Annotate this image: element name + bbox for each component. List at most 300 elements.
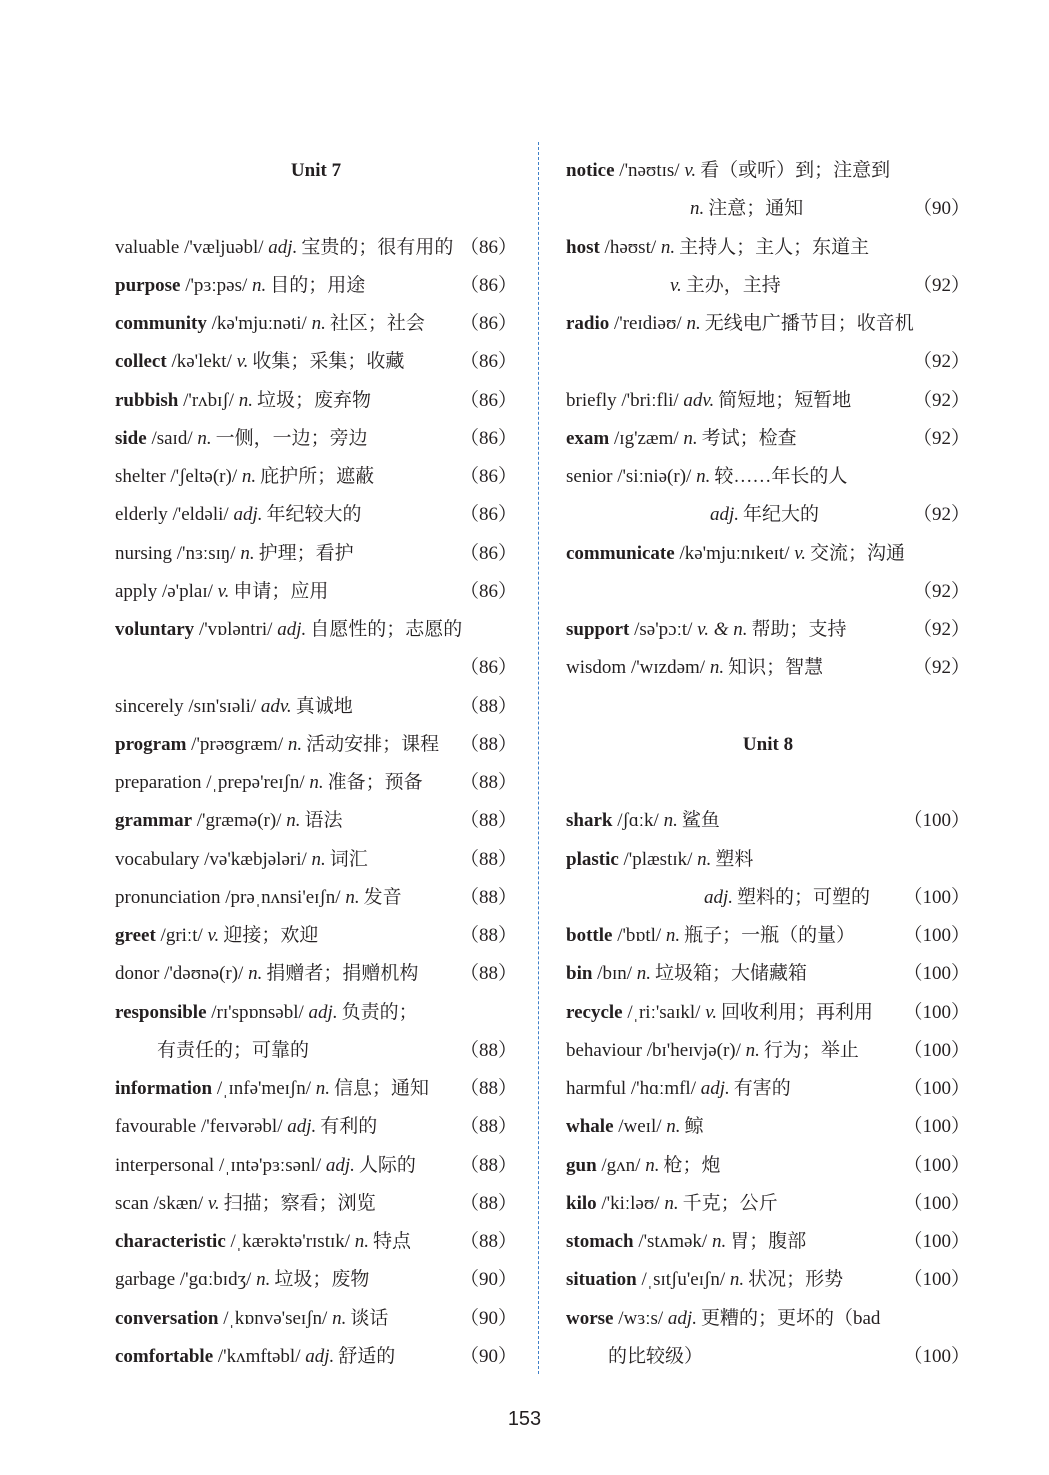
definition: 庇护所；遮蔽 bbox=[260, 466, 375, 487]
definition: 鲨鱼 bbox=[681, 810, 720, 832]
part-of-speech: n. bbox=[696, 466, 711, 487]
part-of-speech: n. bbox=[311, 848, 326, 870]
headword: support bbox=[566, 619, 630, 640]
phonetic: /saɪd/ bbox=[146, 427, 198, 449]
part-of-speech: n. bbox=[683, 427, 698, 449]
page-reference: （86） bbox=[459, 657, 517, 679]
vocab-entry bbox=[115, 420, 517, 458]
headword: comfortable bbox=[115, 1345, 214, 1367]
vocab-entry bbox=[115, 458, 517, 496]
vocab-entry bbox=[115, 229, 517, 267]
part-of-speech: n. bbox=[690, 198, 705, 220]
part-of-speech: adj. bbox=[305, 1345, 335, 1367]
spacer bbox=[115, 190, 517, 228]
vocab-entry bbox=[566, 802, 970, 840]
phonetic: /ə'plaɪ/ bbox=[157, 580, 218, 602]
part-of-speech: adj. bbox=[287, 1116, 317, 1138]
part-of-speech: n. bbox=[665, 925, 681, 946]
definition: 交流；沟通 bbox=[810, 542, 906, 564]
part-of-speech: n. bbox=[197, 427, 212, 449]
headword: briefly bbox=[566, 389, 617, 411]
headword: worse bbox=[566, 1307, 614, 1329]
column-divider bbox=[538, 142, 539, 1374]
phonetic: /kə'mjuːnəti/ bbox=[206, 313, 312, 334]
headword: information bbox=[115, 1078, 213, 1099]
part-of-speech: n. bbox=[663, 810, 678, 832]
page-reference: （90） bbox=[459, 1307, 517, 1329]
part-of-speech: adv. bbox=[260, 695, 292, 717]
page-reference: （90） bbox=[912, 198, 970, 220]
headword: rubbish bbox=[115, 389, 179, 411]
vocab-entry-continued bbox=[115, 1032, 517, 1070]
definition: 主办，主持 bbox=[685, 274, 781, 296]
part-of-speech: n. bbox=[256, 1269, 271, 1291]
phonetic: /'feɪvərəbl/ bbox=[196, 1116, 288, 1138]
page-reference: （86） bbox=[459, 580, 517, 602]
definition: 千克；公斤 bbox=[682, 1192, 778, 1214]
definition: 社区；社会 bbox=[329, 313, 425, 334]
headword: senior bbox=[566, 466, 613, 487]
definition: 较……年长的人 bbox=[714, 466, 848, 487]
page-reference: （86） bbox=[459, 542, 517, 564]
definition: 无线电广播节目；收音机 bbox=[704, 313, 914, 334]
vocab-entry bbox=[115, 688, 517, 726]
vocab-entry bbox=[115, 1108, 517, 1146]
vocab-entry bbox=[566, 994, 970, 1032]
phonetic: /'briːfli/ bbox=[616, 389, 684, 411]
part-of-speech: adj. bbox=[667, 1307, 697, 1329]
page-reference: （88） bbox=[459, 1192, 517, 1214]
page-reference: （88） bbox=[459, 1231, 517, 1252]
page-reference: （88） bbox=[459, 772, 517, 793]
spacer bbox=[566, 764, 970, 802]
part-of-speech: n. bbox=[286, 810, 301, 832]
headword: program bbox=[115, 733, 187, 755]
headword: elderly bbox=[115, 504, 168, 526]
vocab-entry bbox=[566, 458, 970, 496]
part-of-speech: n. bbox=[240, 542, 255, 564]
phonetic: /və'kæbjələri/ bbox=[199, 848, 312, 870]
phonetic: /prəˌnʌnsi'eɪʃn/ bbox=[220, 886, 346, 908]
headword: preparation bbox=[115, 772, 202, 793]
phonetic: /ˌkɒnvə'seɪʃn/ bbox=[218, 1307, 333, 1329]
vocab-entry bbox=[115, 382, 517, 420]
headword: bin bbox=[566, 963, 593, 985]
page-reference: （92） bbox=[912, 351, 970, 373]
page-reference: （92） bbox=[912, 619, 970, 640]
page-reference: （100） bbox=[903, 1345, 970, 1367]
vocab-entry bbox=[566, 1032, 970, 1070]
page-reference: （92） bbox=[912, 389, 970, 411]
vocab-entry bbox=[566, 955, 970, 993]
headword: purpose bbox=[115, 274, 181, 296]
definition: 考试；检查 bbox=[701, 427, 797, 449]
headword: exam bbox=[566, 427, 610, 449]
part-of-speech: n. bbox=[311, 313, 326, 334]
phonetic: /griːt/ bbox=[155, 925, 208, 946]
headword: recycle bbox=[566, 1001, 623, 1023]
phonetic: /'gɑːbɪdʒ/ bbox=[175, 1269, 257, 1291]
part-of-speech: n. bbox=[238, 389, 254, 411]
headword: garbage bbox=[115, 1269, 176, 1291]
definition: 主持人；主人；东道主 bbox=[679, 236, 870, 258]
vocab-entry bbox=[566, 1261, 970, 1299]
definition: 活动安排；课程 bbox=[306, 733, 440, 755]
vocab-entry-continued bbox=[115, 649, 517, 687]
definition: 目的；用途 bbox=[270, 274, 366, 296]
definition: 语法 bbox=[304, 810, 343, 832]
vocab-entry bbox=[115, 994, 517, 1032]
headword: wisdom bbox=[566, 657, 627, 679]
page-reference: （88） bbox=[459, 1039, 517, 1061]
headword: plastic bbox=[566, 848, 619, 870]
phonetic: /ˌriː'saɪkl/ bbox=[622, 1001, 706, 1023]
definition: 词汇 bbox=[329, 848, 368, 870]
page-reference: （88） bbox=[459, 848, 517, 870]
page-reference: （86） bbox=[459, 313, 517, 334]
phonetic: /'ʃeltə(r)/ bbox=[165, 466, 242, 487]
part-of-speech: n. bbox=[636, 963, 652, 985]
page-reference: （100） bbox=[903, 1078, 970, 1099]
phonetic: /gʌn/ bbox=[596, 1154, 646, 1176]
headword: characteristic bbox=[115, 1231, 226, 1252]
headword: community bbox=[115, 313, 207, 334]
vocab-entry-continued bbox=[566, 343, 970, 381]
vocab-entry bbox=[115, 535, 517, 573]
part-of-speech: n. bbox=[309, 772, 324, 793]
definition: 迎接；欢迎 bbox=[223, 925, 319, 946]
part-of-speech: n. bbox=[660, 236, 676, 258]
vocab-entry bbox=[115, 1070, 517, 1108]
definition: 捐赠者；捐赠机构 bbox=[266, 963, 419, 985]
page-reference: （88） bbox=[459, 925, 517, 946]
part-of-speech: n. bbox=[354, 1231, 370, 1252]
part-of-speech: v. bbox=[217, 580, 230, 602]
part-of-speech: n. bbox=[666, 1116, 681, 1138]
definition: 行为；举止 bbox=[763, 1039, 859, 1061]
phonetic: /'siːniə(r)/ bbox=[612, 466, 697, 487]
vocab-entry bbox=[566, 1300, 970, 1338]
phonetic: /rɪ'spɒnsəbl/ bbox=[206, 1001, 309, 1023]
spacer bbox=[566, 688, 970, 726]
page-reference: （90） bbox=[459, 1269, 517, 1291]
definition: 信息；通知 bbox=[334, 1078, 430, 1099]
continued-sense bbox=[704, 879, 870, 917]
phonetic: /həʊst/ bbox=[599, 236, 661, 258]
definition: 年纪大的 bbox=[743, 504, 820, 526]
vocab-entry bbox=[115, 1147, 517, 1185]
vocab-entry bbox=[115, 267, 517, 305]
phonetic: /wɜːs/ bbox=[613, 1307, 668, 1329]
part-of-speech: adj. bbox=[268, 236, 298, 258]
headword: bottle bbox=[566, 925, 613, 946]
page-reference: （100） bbox=[903, 1192, 970, 1214]
page-reference: （100） bbox=[903, 810, 970, 832]
definition: 发音 bbox=[363, 886, 402, 908]
part-of-speech: v. bbox=[670, 274, 682, 296]
headword: grammar bbox=[115, 810, 193, 832]
vocab-entry bbox=[115, 1223, 517, 1261]
headword: nursing bbox=[115, 542, 172, 564]
page-reference: （92） bbox=[912, 657, 970, 679]
page-reference: （92） bbox=[912, 274, 970, 296]
page-reference: （92） bbox=[912, 427, 970, 449]
vocab-entry-continued bbox=[566, 1338, 970, 1376]
vocab-entry bbox=[566, 229, 970, 267]
definition: 回收利用；再利用 bbox=[720, 1001, 873, 1023]
phonetic: /ˌkærəktə'rɪstɪk/ bbox=[225, 1231, 355, 1252]
part-of-speech: v. bbox=[207, 1192, 220, 1214]
part-of-speech: n. bbox=[252, 274, 267, 296]
definition: 有责任的；可靠的 bbox=[157, 1039, 310, 1061]
vocab-entry bbox=[566, 152, 970, 190]
part-of-speech: v. bbox=[794, 542, 807, 564]
page-reference: （100） bbox=[903, 1116, 970, 1138]
phonetic: /ˌprepə'reɪʃn/ bbox=[201, 772, 310, 793]
part-of-speech: n. bbox=[664, 1192, 679, 1214]
vocab-entry bbox=[115, 573, 517, 611]
definition: 的比较级） bbox=[608, 1345, 704, 1367]
part-of-speech: v. bbox=[207, 925, 220, 946]
page-reference: （88） bbox=[459, 733, 517, 755]
headword: favourable bbox=[115, 1116, 197, 1138]
page-number: 153 bbox=[507, 1408, 542, 1430]
vocab-entry bbox=[115, 802, 517, 840]
page-reference: （86） bbox=[459, 351, 517, 373]
definition: 一侧，一边；旁边 bbox=[215, 427, 368, 449]
phonetic: /'pɜːpəs/ bbox=[180, 274, 253, 296]
vocab-entry-continued bbox=[566, 267, 970, 305]
headword: voluntary bbox=[115, 619, 195, 640]
definition: 年纪较大的 bbox=[266, 504, 362, 526]
vocab-entry bbox=[115, 879, 517, 917]
part-of-speech: adj. bbox=[325, 1154, 355, 1176]
definition: 塑料 bbox=[715, 848, 754, 870]
page-reference: （88） bbox=[459, 810, 517, 832]
vocab-entry bbox=[115, 1300, 517, 1338]
definition: 胃；腹部 bbox=[730, 1231, 807, 1252]
headword: responsible bbox=[115, 1001, 207, 1023]
definition: 看（或听）到；注意到 bbox=[700, 160, 891, 181]
page-reference: （86） bbox=[459, 236, 517, 258]
vocab-entry bbox=[566, 649, 970, 687]
page-reference: （92） bbox=[912, 580, 970, 602]
phonetic: /'kiːləʊ/ bbox=[596, 1192, 665, 1214]
part-of-speech: n. bbox=[697, 848, 712, 870]
page-reference: （100） bbox=[903, 1039, 970, 1061]
page-reference: （100） bbox=[903, 886, 970, 908]
part-of-speech: adj. bbox=[233, 504, 263, 526]
phonetic: /kə'lekt/ bbox=[166, 351, 237, 373]
part-of-speech: v. & n. bbox=[697, 619, 748, 640]
part-of-speech: n. bbox=[709, 657, 725, 679]
vocab-entry bbox=[566, 1147, 970, 1185]
right-column bbox=[566, 152, 970, 1376]
part-of-speech: adj. bbox=[308, 1001, 338, 1023]
definition: 有利的 bbox=[320, 1116, 378, 1138]
headword: conversation bbox=[115, 1307, 219, 1329]
definition: 舒适的 bbox=[338, 1345, 396, 1367]
headword: whale bbox=[566, 1116, 614, 1138]
page-reference: （100） bbox=[903, 963, 970, 985]
headword: greet bbox=[115, 925, 156, 946]
headword: shelter bbox=[115, 466, 166, 487]
continued-sense bbox=[710, 496, 819, 534]
phonetic: /'hɑːmfl/ bbox=[626, 1078, 701, 1099]
vocab-entry bbox=[115, 496, 517, 534]
headword: host bbox=[566, 236, 600, 258]
page-reference: （86） bbox=[459, 427, 517, 449]
headword: radio bbox=[566, 313, 610, 334]
phonetic: /ˌɪnfə'meɪʃn/ bbox=[212, 1078, 316, 1099]
headword: apply bbox=[115, 580, 158, 602]
phonetic: /'plæstɪk/ bbox=[618, 848, 698, 870]
definition: 注意；通知 bbox=[708, 198, 804, 220]
phonetic: /bɪ'heɪvjə(r)/ bbox=[641, 1039, 746, 1061]
vocab-entry bbox=[115, 305, 517, 343]
vocab-entry bbox=[566, 841, 970, 879]
phonetic: /ʃɑːk/ bbox=[612, 810, 664, 832]
phonetic: /skæn/ bbox=[148, 1192, 208, 1214]
definition: 收集；采集；收藏 bbox=[252, 351, 405, 373]
headword: behaviour bbox=[566, 1039, 642, 1061]
vocab-entry bbox=[566, 535, 970, 573]
page-reference: （100） bbox=[903, 925, 970, 946]
definition: 护理；看护 bbox=[258, 542, 354, 564]
vocab-entry-continued bbox=[566, 496, 970, 534]
headword: notice bbox=[566, 160, 615, 181]
page-reference: （88） bbox=[459, 886, 517, 908]
phonetic: /'nɜːsɪŋ/ bbox=[172, 542, 241, 564]
vocab-entry bbox=[566, 1185, 970, 1223]
definition: 特点 bbox=[373, 1231, 412, 1252]
vocab-entry bbox=[115, 841, 517, 879]
headword: stomach bbox=[566, 1231, 634, 1252]
phonetic: /'reɪdiəʊ/ bbox=[609, 313, 687, 334]
page-reference: （88） bbox=[459, 1078, 517, 1099]
phonetic: /'bɒtl/ bbox=[612, 925, 666, 946]
part-of-speech: adj. bbox=[277, 619, 307, 640]
headword: collect bbox=[115, 351, 167, 373]
part-of-speech: n. bbox=[315, 1078, 331, 1099]
part-of-speech: n. bbox=[711, 1231, 727, 1252]
definition: 瓶子；一瓶（的量） bbox=[684, 925, 856, 946]
definition: 垃圾；废弃物 bbox=[257, 389, 372, 411]
part-of-speech: n. bbox=[645, 1154, 660, 1176]
phonetic: /'dəʊnə(r)/ bbox=[159, 963, 249, 985]
phonetic: /sə'pɔːt/ bbox=[629, 619, 698, 640]
part-of-speech: adv. bbox=[683, 389, 715, 411]
phonetic: /'græmə(r)/ bbox=[192, 810, 287, 832]
definition: 真诚地 bbox=[295, 695, 353, 717]
page-reference: （86） bbox=[459, 389, 517, 411]
part-of-speech: v. bbox=[684, 160, 697, 181]
vocab-entry-continued bbox=[566, 573, 970, 611]
definition: 负责的； bbox=[341, 1001, 418, 1023]
vocab-entry bbox=[566, 1070, 970, 1108]
definition: 人际的 bbox=[358, 1154, 416, 1176]
phonetic: /'nəʊtɪs/ bbox=[614, 160, 685, 181]
page-reference: （86） bbox=[459, 466, 517, 487]
definition: 扫描；察看；浏览 bbox=[223, 1192, 376, 1214]
page-reference: （90） bbox=[459, 1345, 517, 1367]
unit-heading: Unit 7 bbox=[290, 160, 342, 181]
vocab-entry bbox=[115, 1338, 517, 1376]
continued-sense bbox=[690, 190, 803, 228]
part-of-speech: n. bbox=[345, 886, 360, 908]
headword: interpersonal bbox=[115, 1154, 215, 1176]
page-reference: （92） bbox=[912, 504, 970, 526]
vocab-entry bbox=[115, 343, 517, 381]
vocab-entry bbox=[115, 726, 517, 764]
vocab-entry bbox=[566, 917, 970, 955]
definition: 更糟的；更坏的（bad bbox=[700, 1307, 881, 1329]
phonetic: /ˌsɪtʃu'eɪʃn/ bbox=[636, 1269, 730, 1291]
vocab-entry bbox=[115, 917, 517, 955]
headword: shark bbox=[566, 810, 613, 832]
part-of-speech: adj. bbox=[710, 504, 740, 526]
phonetic: /kə'mjuːnɪkeɪt/ bbox=[674, 542, 795, 564]
vocab-entry bbox=[566, 1223, 970, 1261]
phonetic: /'kʌmftəbl/ bbox=[213, 1345, 306, 1367]
definition: 垃圾；废物 bbox=[274, 1269, 370, 1291]
headword: communicate bbox=[566, 542, 675, 564]
part-of-speech: n. bbox=[729, 1269, 745, 1291]
part-of-speech: v. bbox=[705, 1001, 717, 1023]
part-of-speech: v. bbox=[236, 351, 249, 373]
definition: 塑料的；可塑的 bbox=[737, 886, 871, 908]
part-of-speech: n. bbox=[745, 1039, 760, 1061]
page-reference: （100） bbox=[903, 1269, 970, 1291]
definition: 知识；智慧 bbox=[728, 657, 824, 679]
definition: 有害的 bbox=[733, 1078, 791, 1099]
vocab-entry bbox=[115, 1261, 517, 1299]
phonetic: /ɪg'zæm/ bbox=[609, 427, 684, 449]
definition: 准备；预备 bbox=[327, 772, 423, 793]
part-of-speech: adj. bbox=[704, 886, 734, 908]
definition: 简短地；短暂地 bbox=[718, 389, 852, 411]
definition: 宝贵的；很有用的 bbox=[301, 236, 454, 258]
vocab-entry bbox=[566, 305, 970, 343]
phonetic: /'vɒləntri/ bbox=[194, 619, 278, 640]
part-of-speech: n. bbox=[248, 963, 263, 985]
phonetic: /bɪn/ bbox=[592, 963, 637, 985]
headword: situation bbox=[566, 1269, 637, 1291]
phonetic: /weɪl/ bbox=[613, 1116, 667, 1138]
definition: 谈话 bbox=[350, 1307, 389, 1329]
vocab-entry bbox=[115, 955, 517, 993]
headword: scan bbox=[115, 1192, 149, 1214]
definition: 枪；炮 bbox=[663, 1154, 721, 1176]
phonetic: /'wɪzdəm/ bbox=[626, 657, 710, 679]
page-reference: （88） bbox=[459, 1116, 517, 1138]
phonetic: /'væljuəbl/ bbox=[179, 236, 269, 258]
part-of-speech: n. bbox=[332, 1307, 347, 1329]
headword: side bbox=[115, 427, 147, 449]
headword: sincerely bbox=[115, 695, 184, 717]
phonetic: /'rʌbɪʃ/ bbox=[178, 389, 239, 411]
vocab-entry bbox=[115, 1185, 517, 1223]
vocab-entry bbox=[566, 611, 970, 649]
unit-heading: Unit 8 bbox=[742, 733, 794, 755]
left-column bbox=[115, 152, 517, 1376]
headword: vocabulary bbox=[115, 848, 200, 870]
definition: 自愿性的；志愿的 bbox=[310, 619, 463, 640]
definition: 申请；应用 bbox=[233, 580, 329, 602]
headword: kilo bbox=[566, 1192, 597, 1214]
headword: pronunciation bbox=[115, 886, 221, 908]
vocab-entry bbox=[566, 382, 970, 420]
